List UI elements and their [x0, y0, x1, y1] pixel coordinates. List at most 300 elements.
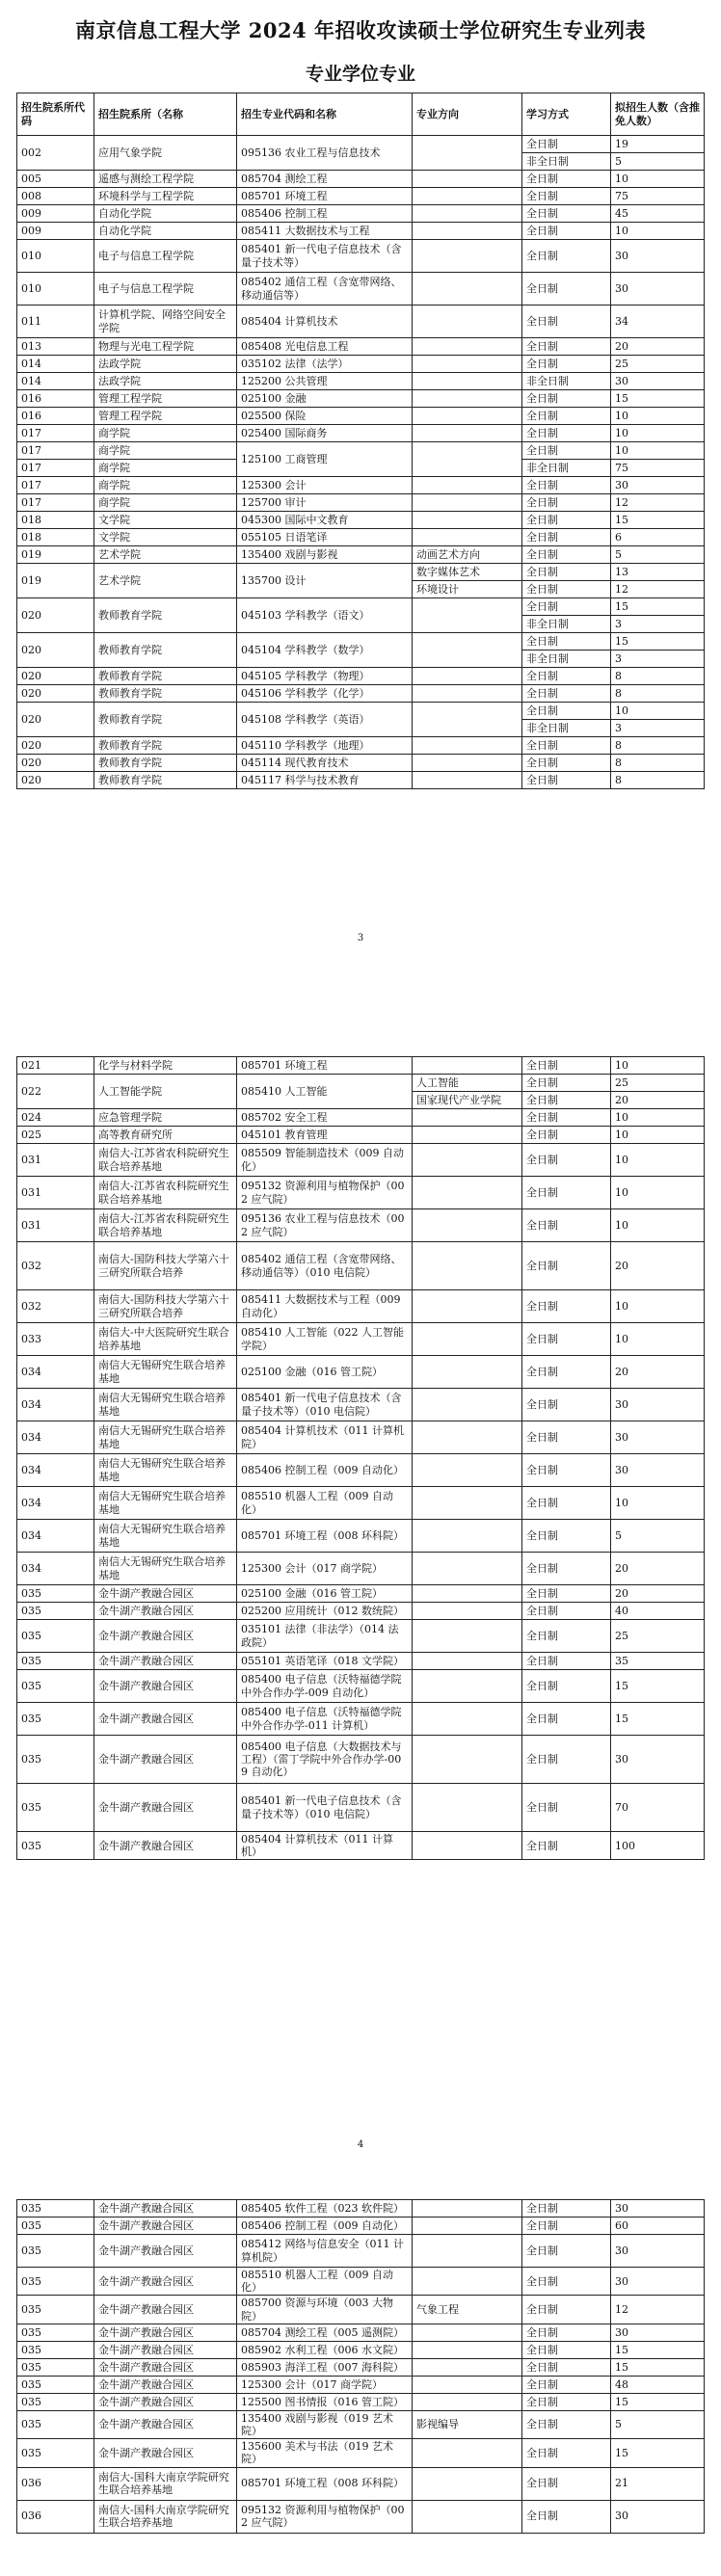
direction-cell	[413, 1585, 522, 1603]
direction-cell	[413, 205, 522, 223]
enrollment-cell: 70	[611, 1784, 705, 1832]
major-cell: 085411 大数据技术与工程（009 自动化）	[237, 1290, 413, 1323]
college-name-cell: 教师教育学院	[94, 598, 237, 633]
enrollment-cell: 15	[611, 598, 705, 616]
enrollment-cell: 45	[611, 205, 705, 223]
college-name-cell: 金牛湖产教融合园区	[94, 2376, 237, 2393]
study-mode-cell: 全日制	[522, 2500, 611, 2533]
major-cell: 095136 农业工程与信息技术	[237, 136, 413, 171]
college-code-cell: 034	[17, 1389, 94, 1421]
enrollment-cell: 20	[611, 1356, 705, 1389]
table-row	[17, 442, 705, 460]
college-name-cell: 金牛湖产教融合园区	[94, 1670, 237, 1703]
study-mode-cell: 非全日制	[522, 460, 611, 477]
college-code-cell: 033	[17, 1323, 94, 1356]
study-mode-cell: 全日制	[522, 2410, 611, 2438]
direction-cell	[413, 373, 522, 390]
major-cell: 085408 光电信息工程	[237, 338, 413, 356]
table-row	[17, 2410, 705, 2438]
table-row	[17, 685, 705, 703]
direction-cell: 环境设计	[413, 581, 522, 598]
college-code-cell: 035	[17, 1585, 94, 1603]
college-code-cell: 034	[17, 1356, 94, 1389]
study-mode-cell: 全日制	[522, 205, 611, 223]
study-mode-cell: 全日制	[522, 546, 611, 564]
college-code-cell: 035	[17, 1603, 94, 1620]
enrollment-cell: 10	[611, 1109, 705, 1127]
study-mode-cell: 全日制	[522, 1144, 611, 1177]
college-code-cell: 005	[17, 171, 94, 188]
college-name-cell: 商学院	[94, 425, 237, 442]
major-cell: 085509 智能制造技术（009 自动化）	[237, 1144, 413, 1177]
study-mode-cell: 全日制	[522, 223, 611, 240]
major-cell: 135700 设计	[237, 564, 413, 598]
major-cell: 085510 机器人工程（009 自动化）	[237, 2268, 413, 2296]
table-row	[17, 633, 705, 651]
direction-cell	[413, 1356, 522, 1389]
table-row	[17, 1389, 705, 1421]
college-name-cell: 教师教育学院	[94, 633, 237, 668]
table-row	[17, 1784, 705, 1832]
college-code-cell: 017	[17, 442, 94, 460]
college-name-cell: 南信大-江苏省农科院研究生联合培养基地	[94, 1177, 237, 1209]
college-name-cell: 文学院	[94, 529, 237, 546]
direction-cell	[413, 1290, 522, 1323]
table-row	[17, 2200, 705, 2217]
college-code-cell: 017	[17, 460, 94, 477]
major-cell: 085404 计算机技术	[237, 305, 413, 338]
college-name-cell: 教师教育学院	[94, 703, 237, 737]
direction-cell	[413, 1603, 522, 1620]
study-mode-cell: 全日制	[522, 1454, 611, 1487]
college-name-cell: 金牛湖产教融合园区	[94, 2324, 237, 2341]
table-row	[17, 564, 705, 581]
college-name-cell: 艺术学院	[94, 564, 237, 598]
direction-cell	[413, 494, 522, 512]
table-row	[17, 1127, 705, 1144]
enrollment-cell: 30	[611, 240, 705, 273]
table-row	[17, 755, 705, 772]
college-code-cell: 035	[17, 1784, 94, 1832]
college-name-cell: 金牛湖产教融合园区	[94, 2410, 237, 2438]
college-code-cell: 009	[17, 223, 94, 240]
college-name-cell: 商学院	[94, 460, 237, 477]
major-cell: 085404 计算机技术（011 计算机院）	[237, 1421, 413, 1454]
major-cell: 085400 电子信息（沃特福德学院中外合作办学-011 计算机）	[237, 1703, 413, 1736]
table-row	[17, 1421, 705, 1454]
direction-cell	[413, 2235, 522, 2268]
enrollment-cell: 30	[611, 1389, 705, 1421]
study-mode-cell: 全日制	[522, 685, 611, 703]
study-mode-cell: 全日制	[522, 390, 611, 408]
major-cell: 125200 公共管理	[237, 373, 413, 390]
direction-cell	[413, 2500, 522, 2533]
table-row	[17, 1109, 705, 1127]
table-row	[17, 2500, 705, 2533]
enrollment-cell: 3	[611, 616, 705, 633]
college-code-cell: 031	[17, 1209, 94, 1242]
enrollment-cell: 100	[611, 1832, 705, 1860]
direction-cell	[413, 1620, 522, 1653]
enrollment-cell: 5	[611, 153, 705, 171]
direction-cell	[413, 2200, 522, 2217]
table-row	[17, 390, 705, 408]
direction-cell	[413, 1109, 522, 1127]
enrollment-cell: 25	[611, 356, 705, 373]
study-mode-cell: 全日制	[522, 425, 611, 442]
direction-cell	[413, 1703, 522, 1736]
table-row	[17, 2439, 705, 2467]
table-row	[17, 2296, 705, 2324]
table-row	[17, 494, 705, 512]
study-mode-cell: 全日制	[522, 1323, 611, 1356]
direction-cell	[413, 668, 522, 685]
enrollment-cell: 15	[611, 2341, 705, 2358]
college-name-cell: 金牛湖产教融合园区	[94, 2393, 237, 2410]
enrollment-cell: 8	[611, 737, 705, 755]
table-row	[17, 2376, 705, 2393]
major-cell: 035101 法律（非法学）（014 法政院）	[237, 1620, 413, 1653]
major-cell: 085400 电子信息（沃特福德学院中外合作办学-009 自动化）	[237, 1670, 413, 1703]
college-name-cell: 应急管理学院	[94, 1109, 237, 1127]
college-name-cell: 高等教育研究所	[94, 1127, 237, 1144]
study-mode-cell: 全日制	[522, 305, 611, 338]
major-cell: 085510 机器人工程（009 自动化）	[237, 1487, 413, 1520]
study-mode-cell: 全日制	[522, 703, 611, 720]
college-code-cell: 035	[17, 1703, 94, 1736]
enrollment-cell: 10	[611, 1323, 705, 1356]
college-name-cell: 教师教育学院	[94, 668, 237, 685]
major-cell: 085903 海洋工程（007 海科院）	[237, 2358, 413, 2376]
table-row	[17, 2467, 705, 2500]
study-mode-cell: 全日制	[522, 442, 611, 460]
study-mode-cell: 全日制	[522, 1553, 611, 1585]
college-code-cell: 010	[17, 240, 94, 273]
study-mode-cell: 全日制	[522, 494, 611, 512]
enrollment-cell: 8	[611, 685, 705, 703]
enrollment-cell: 20	[611, 1585, 705, 1603]
direction-cell: 国家现代产业学院	[413, 1092, 522, 1109]
major-cell: 025400 国际商务	[237, 425, 413, 442]
study-mode-cell: 全日制	[522, 338, 611, 356]
college-code-cell: 017	[17, 477, 94, 494]
college-name-cell: 法政学院	[94, 373, 237, 390]
study-mode-cell: 全日制	[522, 1209, 611, 1242]
college-name-cell: 南信大无锡研究生联合培养基地	[94, 1553, 237, 1585]
college-code-cell: 020	[17, 668, 94, 685]
header-college-name: 招生院系所（名称	[94, 93, 237, 136]
major-cell: 125100 工商管理	[237, 442, 413, 477]
study-mode-cell: 全日制	[522, 2341, 611, 2358]
table-row	[17, 512, 705, 529]
college-code-cell: 034	[17, 1454, 94, 1487]
enrollment-cell: 15	[611, 390, 705, 408]
document-page-3	[0, 2178, 721, 2576]
study-mode-cell: 全日制	[522, 136, 611, 153]
college-name-cell: 商学院	[94, 494, 237, 512]
college-name-cell: 自动化学院	[94, 205, 237, 223]
college-code-cell: 020	[17, 755, 94, 772]
enrollment-cell: 10	[611, 1177, 705, 1209]
major-cell: 045300 国际中文教育	[237, 512, 413, 529]
direction-cell	[413, 223, 522, 240]
college-name-cell: 南信大无锡研究生联合培养基地	[94, 1421, 237, 1454]
direction-cell	[413, 2439, 522, 2467]
major-cell: 095136 农业工程与信息技术（002 应气院）	[237, 1209, 413, 1242]
study-mode-cell: 非全日制	[522, 373, 611, 390]
major-cell: 135400 戏剧与影视	[237, 546, 413, 564]
majors-table-page-1	[16, 93, 705, 789]
study-mode-cell: 全日制	[522, 668, 611, 685]
direction-cell	[413, 2217, 522, 2235]
study-mode-cell: 全日制	[522, 2296, 611, 2324]
direction-cell	[413, 703, 522, 737]
direction-cell	[413, 2467, 522, 2500]
major-cell: 125700 审计	[237, 494, 413, 512]
college-name-cell: 文学院	[94, 512, 237, 529]
study-mode-cell: 全日制	[522, 2376, 611, 2393]
major-cell: 025500 保险	[237, 408, 413, 425]
study-mode-cell: 全日制	[522, 171, 611, 188]
major-cell: 085902 水利工程（006 水文院）	[237, 2341, 413, 2358]
study-mode-cell: 全日制	[522, 512, 611, 529]
major-cell: 085700 资源与环境（003 大物院）	[237, 2296, 413, 2324]
college-name-cell: 南信大-中大医院研究生联合培养基地	[94, 1323, 237, 1356]
enrollment-cell: 15	[611, 2439, 705, 2467]
table-row	[17, 171, 705, 188]
college-code-cell: 020	[17, 737, 94, 755]
major-cell: 045108 学科教学（英语）	[237, 703, 413, 737]
header-college-code: 招生院系所代码	[17, 93, 94, 136]
direction-cell	[413, 1736, 522, 1784]
study-mode-cell: 全日制	[522, 2358, 611, 2376]
study-mode-cell: 非全日制	[522, 616, 611, 633]
table-row	[17, 136, 705, 153]
major-cell: 085704 测绘工程	[237, 171, 413, 188]
major-cell: 025100 金融（016 管工院）	[237, 1356, 413, 1389]
college-code-cell: 034	[17, 1421, 94, 1454]
table-row	[17, 2324, 705, 2341]
majors-table-page-3	[16, 2199, 705, 2534]
enrollment-cell: 8	[611, 668, 705, 685]
enrollment-cell: 5	[611, 2410, 705, 2438]
college-name-cell: 环境科学与工程学院	[94, 188, 237, 205]
direction-cell	[413, 408, 522, 425]
college-name-cell: 金牛湖产教融合园区	[94, 2217, 237, 2235]
table-row	[17, 598, 705, 616]
enrollment-cell: 10	[611, 171, 705, 188]
enrollment-cell: 20	[611, 338, 705, 356]
table-row	[17, 338, 705, 356]
major-cell: 045106 学科教学（化学）	[237, 685, 413, 703]
major-cell: 055105 日语笔译	[237, 529, 413, 546]
college-code-cell: 020	[17, 703, 94, 737]
college-code-cell: 032	[17, 1290, 94, 1323]
majors-table-page-2	[16, 1056, 705, 1860]
enrollment-cell: 15	[611, 633, 705, 651]
direction-cell	[413, 1389, 522, 1421]
major-cell: 135600 美术与书法（019 艺术院）	[237, 2439, 413, 2467]
enrollment-cell: 25	[611, 1620, 705, 1653]
direction-cell	[413, 1832, 522, 1860]
major-cell: 025100 金融	[237, 390, 413, 408]
college-name-cell: 商学院	[94, 477, 237, 494]
study-mode-cell: 全日制	[522, 2393, 611, 2410]
direction-cell	[413, 1242, 522, 1290]
college-code-cell: 035	[17, 2200, 94, 2217]
enrollment-cell: 8	[611, 755, 705, 772]
direction-cell	[413, 240, 522, 273]
major-cell: 045101 教育管理	[237, 1127, 413, 1144]
direction-cell	[413, 1653, 522, 1670]
college-name-cell: 南信大无锡研究生联合培养基地	[94, 1454, 237, 1487]
college-code-cell: 035	[17, 2341, 94, 2358]
major-cell: 085411 大数据技术与工程	[237, 223, 413, 240]
enrollment-cell: 75	[611, 188, 705, 205]
college-name-cell: 管理工程学院	[94, 390, 237, 408]
college-name-cell: 自动化学院	[94, 223, 237, 240]
table-row	[17, 1454, 705, 1487]
document-page-1	[0, 0, 721, 996]
college-name-cell: 物理与光电工程学院	[94, 338, 237, 356]
college-code-cell: 016	[17, 390, 94, 408]
table-row	[17, 223, 705, 240]
college-code-cell: 018	[17, 529, 94, 546]
table-row	[17, 356, 705, 373]
direction-cell	[413, 598, 522, 633]
study-mode-cell: 全日制	[522, 2467, 611, 2500]
study-mode-cell: 全日制	[522, 737, 611, 755]
major-cell: 035102 法律（法学）	[237, 356, 413, 373]
college-code-cell: 035	[17, 2324, 94, 2341]
college-code-cell: 016	[17, 408, 94, 425]
college-name-cell: 金牛湖产教融合园区	[94, 1703, 237, 1736]
enrollment-cell: 10	[611, 1057, 705, 1075]
enrollment-cell: 15	[611, 512, 705, 529]
college-name-cell: 金牛湖产教融合园区	[94, 2296, 237, 2324]
college-code-cell: 035	[17, 1736, 94, 1784]
enrollment-cell: 40	[611, 1603, 705, 1620]
college-code-cell: 021	[17, 1057, 94, 1075]
major-cell: 085401 新一代电子信息技术（含量子技术等）（010 电信院）	[237, 1389, 413, 1421]
major-cell: 085406 控制工程（009 自动化）	[237, 1454, 413, 1487]
college-code-cell: 034	[17, 1520, 94, 1553]
table-row	[17, 1736, 705, 1784]
table-row	[17, 737, 705, 755]
table-row	[17, 1356, 705, 1389]
table-row	[17, 1832, 705, 1860]
college-name-cell: 金牛湖产教融合园区	[94, 2341, 237, 2358]
direction-cell	[413, 1454, 522, 1487]
direction-cell	[413, 136, 522, 171]
college-code-cell: 014	[17, 356, 94, 373]
enrollment-cell: 60	[611, 2217, 705, 2235]
major-cell: 085404 计算机技术（011 计算机）	[237, 1832, 413, 1860]
college-name-cell: 商学院	[94, 442, 237, 460]
college-code-cell: 002	[17, 136, 94, 171]
direction-cell	[413, 338, 522, 356]
college-name-cell: 金牛湖产教融合园区	[94, 2358, 237, 2376]
table-row	[17, 205, 705, 223]
study-mode-cell: 全日制	[522, 564, 611, 581]
direction-cell	[413, 2341, 522, 2358]
table-row	[17, 529, 705, 546]
direction-cell: 动画艺术方向	[413, 546, 522, 564]
major-cell: 095132 资源利用与植物保护（002 应气院）	[237, 1177, 413, 1209]
major-cell: 085400 电子信息（大数据技术与工程）（雷丁学院中外合作办学-009 自动化）	[237, 1736, 413, 1784]
study-mode-cell: 全日制	[522, 2439, 611, 2467]
study-mode-cell: 全日制	[522, 529, 611, 546]
major-cell: 085701 环境工程（008 环科院）	[237, 2467, 413, 2500]
college-code-cell: 036	[17, 2500, 94, 2533]
enrollment-cell: 15	[611, 2393, 705, 2410]
study-mode-cell: 全日制	[522, 1603, 611, 1620]
college-code-cell: 035	[17, 2376, 94, 2393]
direction-cell	[413, 2358, 522, 2376]
college-name-cell: 南信大-国科大南京学院研究生联合培养基地	[94, 2467, 237, 2500]
major-cell: 085405 软件工程（023 软件院）	[237, 2200, 413, 2217]
college-code-cell: 035	[17, 2296, 94, 2324]
enrollment-cell: 20	[611, 1092, 705, 1109]
table-row	[17, 1653, 705, 1670]
major-cell: 085401 新一代电子信息技术（含量子技术等）（010 电信院）	[237, 1784, 413, 1832]
major-cell: 045104 学科教学（数学）	[237, 633, 413, 668]
enrollment-cell: 10	[611, 1209, 705, 1242]
table-row	[17, 1553, 705, 1585]
college-code-cell: 020	[17, 772, 94, 789]
study-mode-cell: 全日制	[522, 273, 611, 305]
college-name-cell: 金牛湖产教融合园区	[94, 1784, 237, 1832]
college-code-cell: 020	[17, 598, 94, 633]
table-row	[17, 772, 705, 789]
enrollment-cell: 5	[611, 546, 705, 564]
enrollment-cell: 20	[611, 1242, 705, 1290]
document-page-2	[0, 996, 721, 2178]
college-code-cell: 019	[17, 564, 94, 598]
table-row	[17, 1603, 705, 1620]
study-mode-cell: 全日制	[522, 1127, 611, 1144]
direction-cell	[413, 1421, 522, 1454]
college-code-cell: 036	[17, 2467, 94, 2500]
study-mode-cell: 全日制	[522, 188, 611, 205]
college-code-cell: 035	[17, 2393, 94, 2410]
college-code-cell: 014	[17, 373, 94, 390]
major-cell: 095132 资源利用与植物保护（002 应气院）	[237, 2500, 413, 2533]
college-code-cell: 035	[17, 1670, 94, 1703]
college-name-cell: 艺术学院	[94, 546, 237, 564]
college-name-cell: 南信大-江苏省农科院研究生联合培养基地	[94, 1209, 237, 1242]
table-row	[17, 1323, 705, 1356]
header-direction: 专业方向	[413, 93, 522, 136]
college-code-cell: 009	[17, 205, 94, 223]
college-name-cell: 南信大无锡研究生联合培养基地	[94, 1520, 237, 1553]
page-number: 3	[357, 933, 364, 943]
major-cell: 085410 人工智能（022 人工智能学院）	[237, 1323, 413, 1356]
major-cell: 085701 环境工程	[237, 1057, 413, 1075]
table-row	[17, 546, 705, 564]
college-name-cell: 法政学院	[94, 356, 237, 373]
study-mode-cell: 全日制	[522, 2324, 611, 2341]
college-code-cell: 020	[17, 633, 94, 668]
study-mode-cell: 全日制	[522, 1356, 611, 1389]
table-row	[17, 2235, 705, 2268]
enrollment-cell: 30	[611, 2268, 705, 2296]
major-cell: 045103 学科教学（语文）	[237, 598, 413, 633]
table-row	[17, 425, 705, 442]
college-code-cell: 035	[17, 2217, 94, 2235]
study-mode-cell: 全日制	[522, 2200, 611, 2217]
enrollment-cell: 6	[611, 529, 705, 546]
